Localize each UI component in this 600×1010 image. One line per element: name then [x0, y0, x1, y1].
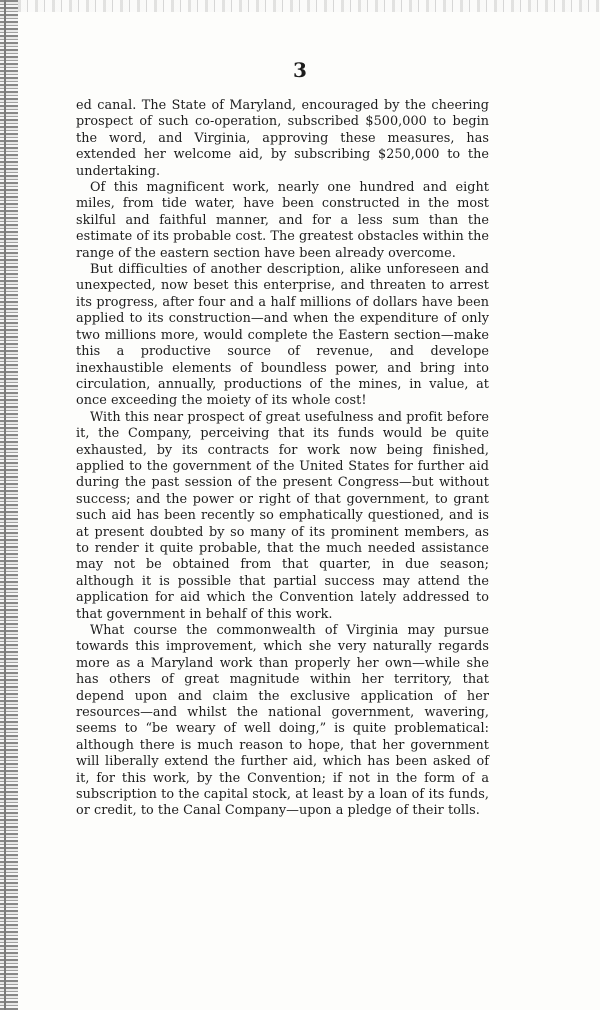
paragraph-3: But difficulties of another description, alike unforeseen and unexpected, now beset this enterprise, and threaten to arrest its progress, after four and a half millions of dollars have been applied to its construction—and when the expenditure of only two millions more, would complete the Eastern section—make this a productive source of revenue, and develope inexhaustible elements of boundless power, and bring into circulation, annually, productions of the mines, in value, at once exceeding the moiety of its whole cost! — [76, 262, 489, 409]
paragraph-1: ed canal. The State of Maryland, encouraged by the cheering prospect of such co-operation, subscribed $500,000 to begin the word, and Virginia, approving these measures, has extended her welcome aid, by subscribing $250,000 to the undertaking. — [76, 98, 489, 179]
page-number: 3 — [293, 58, 307, 82]
binding-edge — [0, 0, 18, 1010]
paragraph-4: With this near prospect of great usefulness and profit before it, the Company, perceiving that its funds would be quite exhausted, by its contracts for work now being finished, applied to the government of the United States for further aid during the past session of the present Congress—but without success; and the power or right of that government, to grant such aid has been recently so emphatically questioned, and is at present doubted by so many of its prominent members, as to render it quite probable, that the much needed assistance may not be obtained from that quarter, in due season; although it is possible that partial success may attend the application for aid which the Convention lately addressed to that government in behalf of this work. — [76, 409, 489, 622]
page-top-edge — [18, 0, 600, 12]
paragraph-2: Of this magnificent work, nearly one hundred and eight miles, from tide water, have been constructed in the most skilful and faithful manner, and for a less sum than the estimate of its probable cost. The greatest obstacles within the range of the eastern section have been already overcome. — [76, 180, 489, 261]
body-text — [76, 98, 489, 820]
paragraph-5: What course the commonwealth of Virginia may pursue towards this improvement, which she very naturally regards more as a Maryland work than properly her own—while she has others of great magnitude within her territory, that depend upon and claim the exclusive application of her resources—and whilst the national government, wavering, seems to “be weary of well doing,” is quite problematical: although there is much reason to hope, that her government will liberally extend the further aid, which has been asked of it, for this work, by the Convention; if not in the form of a subscription to the capital stock, at least by a loan of its funds, or credit, to the Canal Company—upon a pledge of their tolls. — [76, 623, 489, 819]
